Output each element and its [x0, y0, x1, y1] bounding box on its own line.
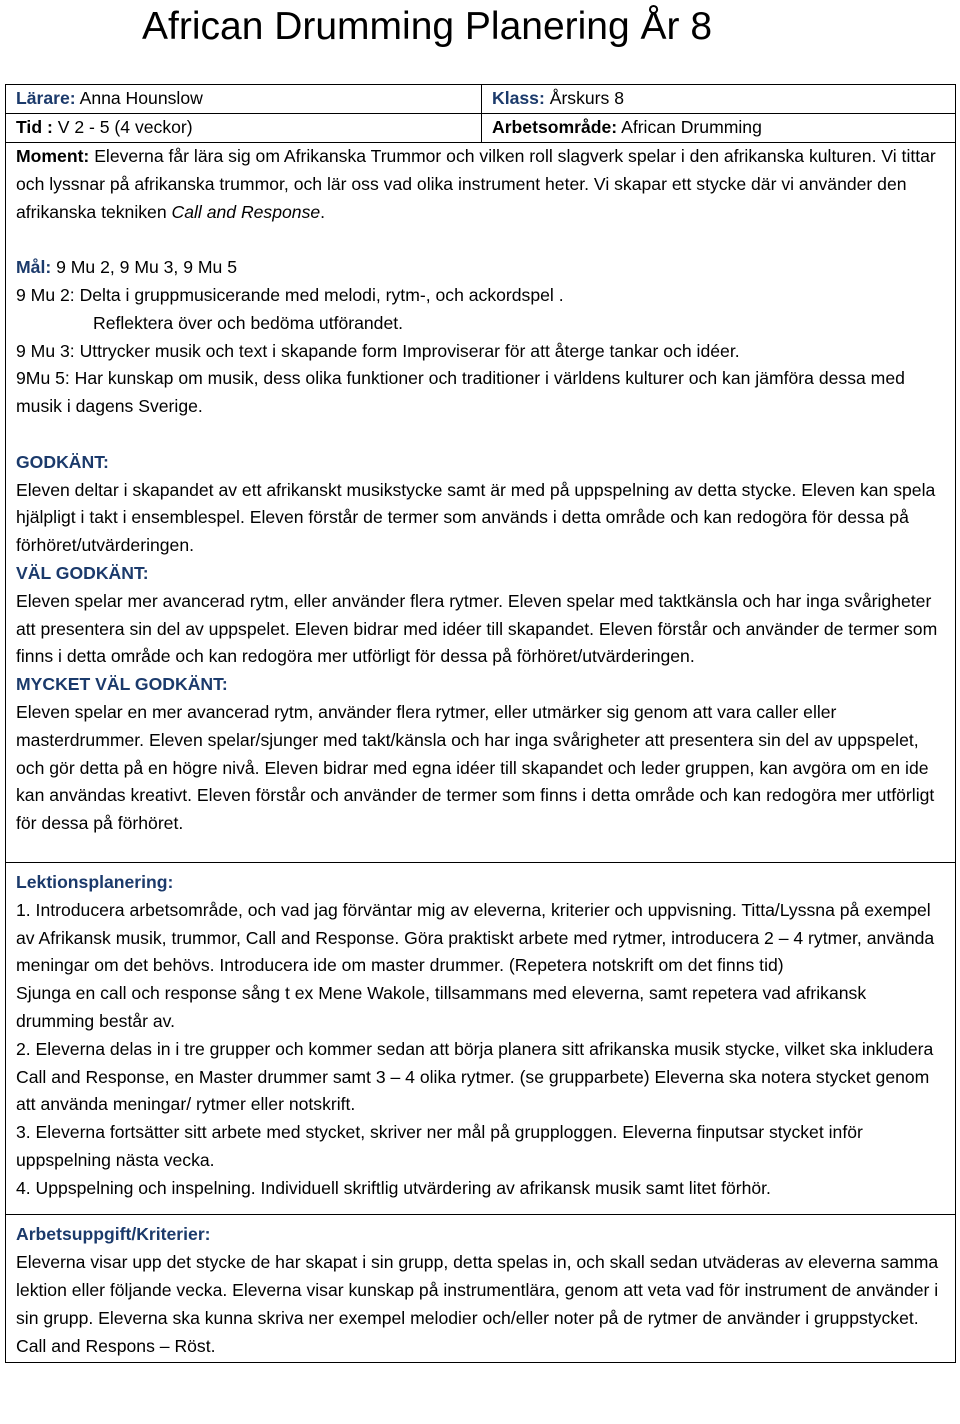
task-cell — [6, 1215, 956, 1363]
moment-paragraph — [16, 143, 945, 226]
lesson-3: 3. Eleverna fortsätter sitt arbete med stycket, skriver ner mål på grupploggen. Eleverna finputsar stycket inför uppspelning nästa vecka. — [16, 1122, 863, 1170]
area-value: African Drumming — [621, 117, 762, 137]
mycket-val-godkant-label: MYCKET VÄL GODKÄNT: — [16, 674, 228, 695]
lessons-row — [6, 862, 956, 1215]
goal-mu3: 9 Mu 3: Uttrycker musik och text i skapande form Improviserar för att återge tankar och idéer. — [16, 340, 740, 361]
val-godkant-text: Eleven spelar mer avancerad rytm, eller använder flera rytmer. Eleven spelar med taktkänsla och har inga svårigheter att presentera sin del av uppspelet. Eleven bidrar med idéer till skapandet. Eleven förstår och använder de termer som finns i detta område och kan redogöra mer utförligt för dessa på förhöret/utvärderingen. — [16, 590, 938, 667]
task-row — [6, 1215, 956, 1363]
lesson-2: 2. Eleverna delas in i tre grupper och kommer sedan att börja planera sitt afrikanska musik stycke, vilket ska inkludera Call and Response, en Master drummer samt 3 – 4 olika rytmer. (se grupparbete) Eleverna ska notera stycket genom att använda meningar/ rytmer eller notskrift. — [16, 1038, 934, 1115]
area-cell — [482, 114, 956, 143]
moment-end: . — [320, 201, 326, 222]
lesson-1b: Sjunga en call och response sång t ex Mene Wakole, tillsammans med eleverna, samt repetera vad afrikansk drumming består av. — [16, 983, 867, 1031]
header-row-1 — [6, 85, 956, 114]
planning-table — [5, 84, 956, 1363]
time-cell — [6, 114, 482, 143]
goal-mu5: 9Mu 5: Har kunskap om musik, dess olika funktioner och traditioner i världens kulturer och kan jämföra dessa med musik i dagens Sverige. — [16, 368, 905, 417]
teacher-cell — [6, 85, 482, 114]
time-value: V 2 - 5 (4 veckor) — [57, 117, 193, 137]
godkant-text: Eleven deltar i skapandet av ett afrikanskt musikstycke samt är med på uppspelning av detta stycke. Eleven kan spela hjälpligt i takt i ensemblespel. Eleven förstår de termer som används i detta område och kan redogöra för dessa på förhöret/utvärderingen. — [16, 479, 936, 556]
page-title: African Drumming Planering År 8 — [142, 5, 713, 48]
moment-text: Eleverna får lära sig om Afrikanska Trummor och vilken roll slagverk spelar i den afrikanska kulturen. Vi tittar och lyssnar på afrikanska trummor, och lär oss vad olika instrument heter. Vi skapar ett stycke där vi använder den afrikanska tekniken — [16, 146, 936, 222]
goal-mu2-sub: Reflektera över och bedöma utförandet. — [93, 312, 404, 333]
goals-summary — [16, 254, 945, 282]
lessons-cell — [6, 862, 956, 1215]
class-value: Årskurs 8 — [549, 88, 625, 108]
spacer — [16, 226, 945, 254]
moment-italic: Call and Response — [171, 201, 321, 222]
teacher-value: Anna Hounslow — [79, 88, 203, 108]
val-godkant-label: VÄL GODKÄNT: — [16, 562, 149, 583]
teacher-label: Lärare: — [16, 88, 76, 108]
moment-label: Moment: — [16, 146, 90, 166]
time-label: Tid : — [16, 117, 53, 137]
area-label: Arbetsområde: — [492, 117, 618, 137]
class-cell — [482, 85, 956, 114]
lesson-4: 4. Uppspelning och inspelning. Individuell skriftlig utvärdering av afrikansk musik samt litet förhör. — [16, 1177, 771, 1198]
task-label: Arbetsuppgift/Kriterier: — [16, 1224, 211, 1245]
lesson-1: 1. Introducera arbetsområde, och vad jag förväntar mig av eleverna, kriterier och uppvisning. Titta/Lyssna på exempel av Afrikansk musik, trummor, Call and Response. Göra praktiskt arbete med rytmer, introducera 2 – 4 rytmer, använda meningar om det behövs. Introducera ide om master drummer. (Repetera notskrift om det finns tid) — [16, 899, 935, 976]
goals-summary-text: 9 Mu 2, 9 Mu 3, 9 Mu 5 — [56, 257, 237, 278]
class-label: Klass: — [492, 88, 545, 108]
main-row — [6, 143, 956, 863]
mycket-val-godkant-text: Eleven spelar en mer avancerad rytm, använder flera rytmer, eller utmärker sig genom att vara caller eller masterdrummer. Eleven spelar/sjunger med takt/känsla och har inga svårigheter att presentera sin del av uppspelet, och gör detta på en högre nivå. Eleven bidrar med egna idéer till skapandet och leder gruppen, kan avgöra om en ide kan användas kreativt. Eleven förstår och använder de termer som finns i detta område och kan redogöra mer utförligt för dessa på förhöret. — [16, 701, 935, 834]
main-cell — [6, 143, 956, 863]
task-text: Eleverna visar upp det stycke de har skapat i sin grupp, detta spelas in, och skall sedan utväderas av eleverna samma lektion eller följande vecka. Eleverna visar kunskap på instrumentlära, genom att veta vad för instrument de använder i sin grupp. Eleverna ska kunna skriva ner exempel melodier och/eller noter på de rytmer de använder i gruppstycket. Call and Respons – Röst. — [16, 1252, 939, 1356]
header-row-2 — [6, 114, 956, 143]
godkant-label: GODKÄNT: — [16, 451, 109, 472]
goals-label: Mål: — [16, 257, 52, 278]
spacer — [16, 421, 945, 449]
lessons-label: Lektionsplanering: — [16, 871, 174, 892]
goal-mu2: 9 Mu 2: Delta i gruppmusicerande med melodi, rytm-, och ackordspel . — [16, 284, 564, 305]
